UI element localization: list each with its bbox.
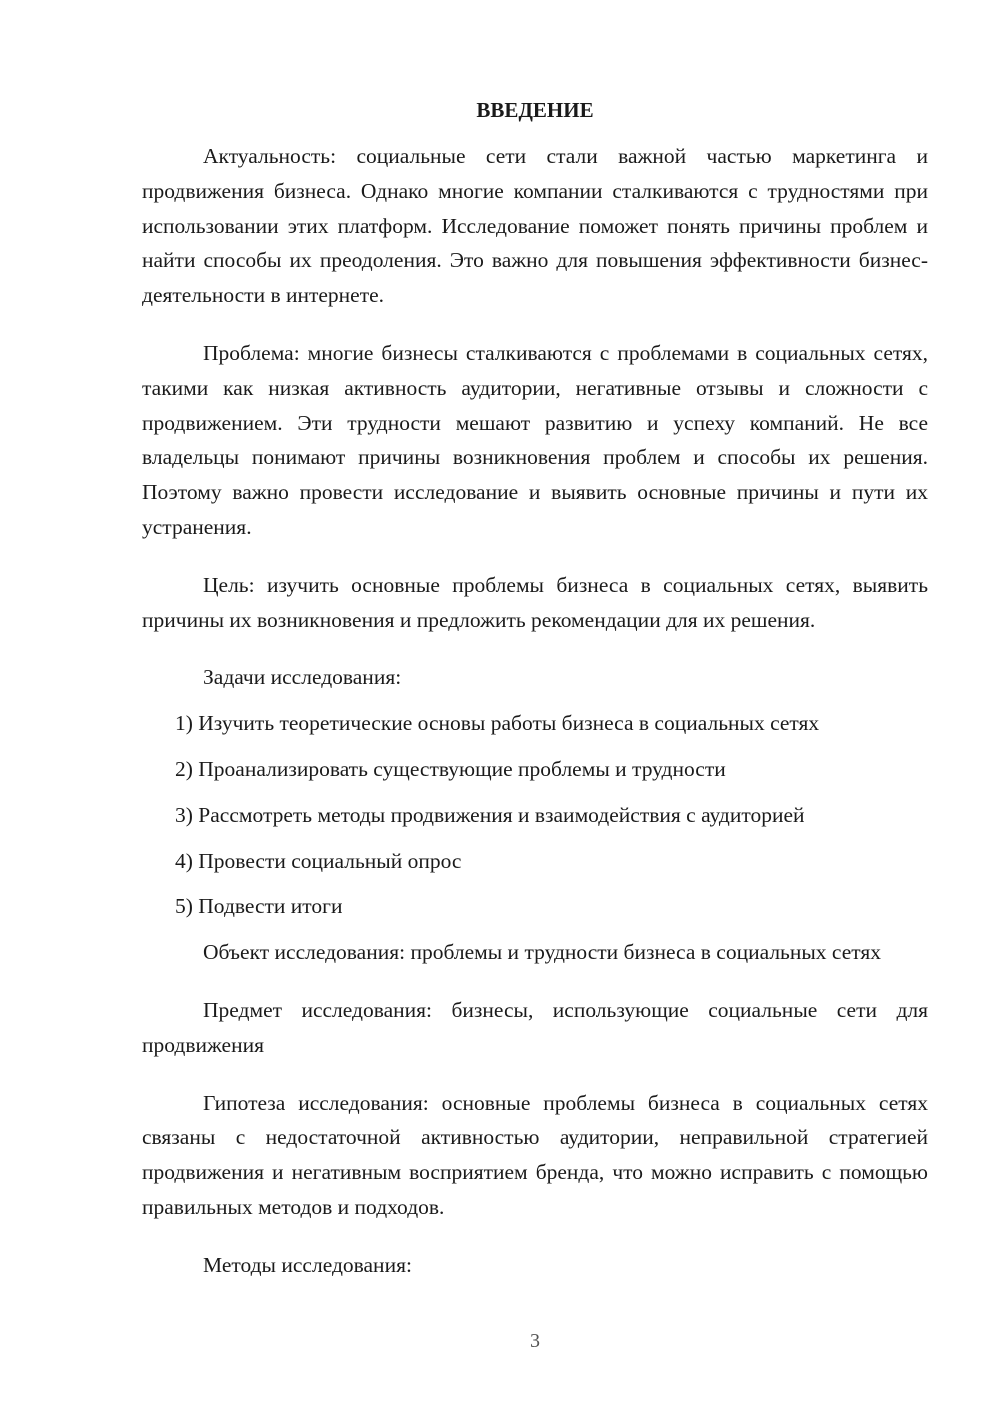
page-number: 3 [530,1330,540,1352]
paragraph-subject: Предмет исследования: бизнесы, использующие социальные сети для продвижения [142,997,928,1057]
section-title: ВВЕДЕНИЕ [476,98,594,122]
tasks-heading: Задачи исследования: [203,665,402,690]
paragraph-hypothesis: Гипотеза исследования: основные проблемы бизнеса в социальных сетях связаны с недостаточной активностью аудитории, неправильной стратегией продвижения и негативным восприятием бренда, что можно исправить с помощью правильных методов и подходов. [142,1090,928,1219]
task-item-4: 4) Провести социальный опрос [175,848,462,873]
task-item-1: 1) Изучить теоретические основы работы бизнеса в социальных сетях [175,711,820,736]
document-page [142,92,928,1283]
paragraph-object: Объект исследования: проблемы и трудности бизнеса в социальных сетях [203,940,882,965]
paragraph-goal: Цель: изучить основные проблемы бизнеса в социальных сетях, выявить причины их возникновения и предложить рекомендации для их решения. [142,572,928,632]
task-item-3: 3) Рассмотреть методы продвижения и взаимодействия с аудиторией [175,802,805,827]
paragraph-problem: Проблема: многие бизнесы сталкиваются с проблемами в социальных сетях, такими как низкая активность аудитории, негативные отзывы и сложности с продвижением. Эти трудности мешают развитию и успеху компаний. Не все владельцы понимают причины возникновения проблем и способы их решения. Поэтому важно провести исследование и выявить основные причины и пути их устранения. [142,340,928,539]
task-item-5: 5) Подвести итоги [175,894,343,919]
paragraph-relevance: Актуальность: социальные сети стали важной частью маркетинга и продвижения бизнеса. Однако многие компании сталкиваются с трудностями при использовании этих платформ. Исследование поможет понять причины проблем и найти способы их преодоления. Это важно для повышения эффективности бизнес-деятельности в интернете. [142,144,928,308]
task-item-2: 2) Проанализировать существующие проблемы и трудности [175,756,726,781]
methods-heading: Методы исследования: [203,1252,412,1277]
